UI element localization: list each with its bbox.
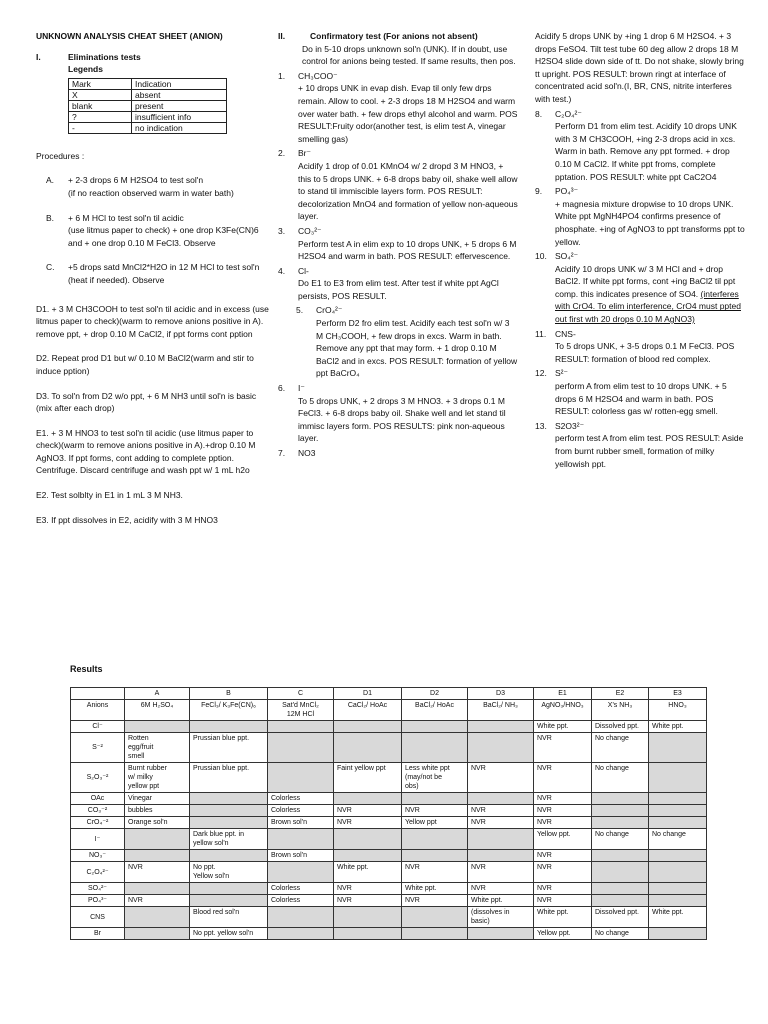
confirmatory-text <box>298 147 518 223</box>
procedure-paragraph: E2. Test solblty in E1 in 1 mL 3 M NH3. <box>36 490 183 501</box>
result-cell: Burnt rubber w/ milky yellow ppt <box>125 763 190 793</box>
confirmatory-text <box>555 420 745 470</box>
anion-cell: S⁻² <box>71 733 125 763</box>
confirmatory-intro: Do in 5-10 drops unknown sol'n (UNK). If in doubt, use control for anions being tested. If same results, then pos. <box>302 43 516 67</box>
column-letter: D3 <box>468 688 534 700</box>
result-cell: NVR <box>468 805 534 817</box>
column-letter: D2 <box>402 688 468 700</box>
confirmatory-item <box>278 265 518 303</box>
result-cell <box>125 907 190 928</box>
result-cell <box>649 850 707 862</box>
confirmatory-key: 13. <box>535 420 547 431</box>
confirmatory-item <box>535 185 745 248</box>
test-description: + 10 drops UNK in evap dish. Evap til only few drps remain. Allow to cool. + 2-3 drops 18 M H2SO4 and warm over water bath. + few drops ethyl alcohol and warm. POS RESULT:Fruity odor(another test, is elim test A, vinegar smelling gas) <box>298 83 518 144</box>
result-cell <box>190 721 268 733</box>
procedure-key: B. <box>46 212 55 223</box>
result-cell: Rotten egg/fruit smell <box>125 733 190 763</box>
reagent-header: HNO₃ <box>649 700 707 721</box>
section-title: Eliminations tests <box>68 51 141 62</box>
results-row <box>71 907 707 928</box>
column-letter: E2 <box>592 688 649 700</box>
result-cell <box>334 793 402 805</box>
procedure-paragraph: D1. + 3 M CH3COOH to test sol'n til acidic and in excess (use litmus paper to check)(warm to remove anions positive in A). remove ppt, + drop 0.10 M CaCl2, if ppt forms cont pption <box>36 303 269 339</box>
anion-symbol: CrO₄²⁻ <box>316 305 343 316</box>
procedure-text: +5 drops satd MnCl2*H2O in 12 M HCl to test sol'n (heat if needed). Observe <box>68 262 260 285</box>
page-title: UNKNOWN ANALYSIS CHEAT SHEET (ANION) <box>36 31 223 41</box>
anion-cell: CO₃⁻² <box>71 805 125 817</box>
result-cell <box>268 721 334 733</box>
result-cell: Prussian blue ppt. <box>190 733 268 763</box>
result-cell <box>190 883 268 895</box>
anion-symbol: Cl- <box>298 265 309 276</box>
result-cell: NVR <box>534 850 592 862</box>
result-cell: Prussian blue ppt. <box>190 763 268 793</box>
result-cell <box>334 721 402 733</box>
column-letter: C <box>268 688 334 700</box>
confirmatory-text <box>298 382 518 445</box>
result-cell <box>268 829 334 850</box>
confirmatory-text <box>316 304 518 380</box>
confirmatory-item <box>278 225 518 263</box>
results-row <box>71 928 707 940</box>
legend-row <box>69 89 227 100</box>
results-row <box>71 805 707 817</box>
anion-symbol: S2O3²⁻ <box>555 420 585 431</box>
result-cell <box>268 763 334 793</box>
reagent-header: CaCl₂/ HoAc <box>334 700 402 721</box>
results-row <box>71 721 707 733</box>
result-cell <box>468 733 534 763</box>
result-cell: No change <box>592 928 649 940</box>
anion-symbol: CH₃COO⁻ <box>298 70 338 81</box>
anion-symbol: S²⁻ <box>555 368 568 379</box>
procedure-text: + 6 M HCl to test sol'n til acidic (use litmus paper to check) + one drop K3Fe(CN)6 and + one drop 0.10 M FeCl3. Observe <box>68 212 259 248</box>
result-cell: White ppt. <box>649 721 707 733</box>
result-cell <box>268 733 334 763</box>
confirmatory-text <box>555 185 745 248</box>
result-cell: bubbles <box>125 805 190 817</box>
confirmatory-key: 8. <box>535 108 543 119</box>
confirmatory-item <box>278 147 518 223</box>
procedure-item <box>36 174 274 199</box>
reagent-header: X's NH₃ <box>592 700 649 721</box>
result-cell <box>592 793 649 805</box>
column-letter: E3 <box>649 688 707 700</box>
result-cell <box>649 862 707 883</box>
result-cell: No change <box>592 763 649 793</box>
result-cell: NVR <box>534 733 592 763</box>
result-cell: NVR <box>125 862 190 883</box>
confirmatory-key: 7. <box>278 448 286 458</box>
legend-row <box>69 122 227 133</box>
procedure-item <box>36 261 274 286</box>
legend-mark: ? <box>69 111 132 122</box>
result-cell: Colorless <box>268 883 334 895</box>
result-cell: NVR <box>468 763 534 793</box>
result-cell: NVR <box>468 883 534 895</box>
result-cell <box>402 850 468 862</box>
legend-header-mark: Mark <box>69 78 132 89</box>
confirmatory-item <box>535 108 745 184</box>
confirmatory-key: 6. <box>278 383 286 394</box>
result-cell <box>125 829 190 850</box>
results-row <box>71 733 707 763</box>
test-description: Perform test A in elim exp to 10 drops UNK, + 5 drops 6 M H2SO4 and warm in bath. POS RESULT: effervescence. <box>298 238 517 262</box>
result-cell: (dissolves in basic) <box>468 907 534 928</box>
result-cell: No ppt. Yellow sol'n <box>190 862 268 883</box>
result-cell: NVR <box>402 862 468 883</box>
confirmatory-item <box>535 328 745 366</box>
column-letter: D1 <box>334 688 402 700</box>
section-numeral: I. <box>36 51 41 62</box>
result-cell <box>592 805 649 817</box>
result-cell <box>649 805 707 817</box>
results-row <box>71 763 707 793</box>
result-cell <box>402 733 468 763</box>
column-letter: B <box>190 688 268 700</box>
anion-symbol: CNS- <box>555 328 576 339</box>
section-numeral: II. <box>278 31 286 41</box>
anion-symbol: I⁻ <box>298 383 305 394</box>
result-cell <box>402 793 468 805</box>
result-cell <box>125 850 190 862</box>
confirmatory-list <box>278 70 518 460</box>
confirmatory-text <box>298 225 518 263</box>
result-cell <box>649 895 707 907</box>
results-reagent-row <box>71 700 707 721</box>
reagent-header: BaCl₂/ NH₃ <box>468 700 534 721</box>
result-cell: NVR <box>468 817 534 829</box>
procedure-text: + 2-3 drops 6 M H2SO4 to test sol'n (if no reaction observed warm in water bath) <box>68 175 234 198</box>
result-cell: No change <box>649 829 707 850</box>
result-cell <box>125 883 190 895</box>
anion-cell: NO₃⁻ <box>71 850 125 862</box>
anion-symbol: SO₄²⁻ <box>555 251 579 262</box>
confirmatory-text <box>555 367 745 417</box>
result-cell <box>334 928 402 940</box>
result-cell <box>468 829 534 850</box>
result-cell <box>468 850 534 862</box>
results-row <box>71 883 707 895</box>
result-cell: No change <box>592 733 649 763</box>
results-row <box>71 850 707 862</box>
result-cell <box>468 793 534 805</box>
test-description: To 5 drops UNK, + 3-5 drops 0.1 M FeCl3. POS RESULT: formation of blood red complex. <box>555 341 735 364</box>
confirmatory-list-continued <box>535 108 745 471</box>
result-cell <box>334 907 402 928</box>
result-cell: White ppt. <box>402 883 468 895</box>
result-cell: NVR <box>534 862 592 883</box>
anion-cell: CrO₄⁻² <box>71 817 125 829</box>
result-cell: Dissolved ppt. <box>592 721 649 733</box>
legend-mark: X <box>69 89 132 100</box>
test-description: Perform D1 from elim test. Acidify 10 drops UNK with 3 M CH3COOH, +ing 2-3 drops acid in xcs. Warm in bath. Remove any ppt formed. + drop 0.10 M CaCl2. If white ppt froms, complete pptation. POS RESULT: white ppt CaC2O4 <box>555 121 737 182</box>
result-cell: Orange sol'n <box>125 817 190 829</box>
confirmatory-key: 2. <box>278 148 286 159</box>
anion-symbol: Br⁻ <box>298 148 311 159</box>
reagent-header: Sat'd MnCl₂ 12M HCl <box>268 700 334 721</box>
anion-cell: Cl⁻ <box>71 721 125 733</box>
confirmatory-text <box>555 108 745 184</box>
procedure-item <box>36 212 274 250</box>
reagent-header: 6M H₂SO₄ <box>125 700 190 721</box>
result-cell <box>649 793 707 805</box>
test-description: perform A from elim test to 10 drops UNK. + 5 drops 6 M H2SO4 and warm in bath. POS RESULT: colorless gas w/ rotten-egg smell. <box>555 381 727 417</box>
result-cell <box>402 721 468 733</box>
result-cell <box>649 883 707 895</box>
procedure-paragraphs <box>36 303 274 527</box>
procedure-paragraph: E1. + 3 M HNO3 to test sol'n til acidic (use litmus paper to check)(warm to remove anions positive in A).+drop 0.10 M AgNO3. If ppt forms, cont adding to complete pption. Centrifuge. Discard centrifuge and wash ppt w/ 1 mL h2o <box>36 427 256 476</box>
result-cell <box>125 721 190 733</box>
anion-cell: S₂O₃⁻² <box>71 763 125 793</box>
confirmatory-key: 3. <box>278 225 286 236</box>
result-cell <box>125 928 190 940</box>
results-row <box>71 829 707 850</box>
result-cell: NVR <box>402 895 468 907</box>
result-cell: NVR <box>334 895 402 907</box>
legend-indication: present <box>132 100 227 111</box>
result-cell: NVR <box>334 817 402 829</box>
procedures-heading: Procedures : <box>36 150 85 161</box>
confirmatory-key: 4. <box>278 265 286 276</box>
confirmatory-key: 11. <box>535 328 547 339</box>
confirmatory-item <box>278 70 518 146</box>
result-cell <box>268 907 334 928</box>
confirmatory-item <box>535 367 745 417</box>
result-cell <box>592 817 649 829</box>
result-cell: NVR <box>334 883 402 895</box>
legend-mark: - <box>69 122 132 133</box>
result-cell: Yellow ppt. <box>534 928 592 940</box>
test-description: To 5 drops UNK, + 2 drops 3 M HNO3. + 3 drops 0.1 M FeCl3. + 6-8 drops baby oil. Shake well and let stand til immisc layers form. POS RESULTS: pink non-aqueous layer. <box>298 395 506 444</box>
column-letter: A <box>125 688 190 700</box>
result-cell: Blood red sol'n <box>190 907 268 928</box>
reagent-header: BaCl₂/ HoAc <box>402 700 468 721</box>
confirmatory-text <box>298 70 518 146</box>
results-corner-cell <box>71 688 125 700</box>
result-cell: White ppt. <box>534 721 592 733</box>
anion-symbol: NO3 <box>298 448 316 458</box>
confirmatory-item <box>535 420 745 470</box>
reagent-header: FeCl₃/ K₃Fe(CN)₆ <box>190 700 268 721</box>
anion-cell: I⁻ <box>71 829 125 850</box>
result-cell: Brown sol'n <box>268 850 334 862</box>
test-description: + magnesia mixture dropwise to 10 drops UNK. White ppt MgNH4PO4 confirms presence of phosphate. +ing of AgNO3 to ppt transforms ppt to yellow. <box>555 198 745 247</box>
result-cell: White ppt. <box>468 895 534 907</box>
legends-label: Legends <box>68 64 103 75</box>
result-cell <box>592 862 649 883</box>
anion-symbol: CO₃²⁻ <box>298 225 322 236</box>
anion-cell: C₂O₄²⁻ <box>71 862 125 883</box>
confirmatory-key: 10. <box>535 251 547 262</box>
results-row <box>71 817 707 829</box>
results-row <box>71 793 707 805</box>
result-cell <box>468 721 534 733</box>
anion-symbol: PO₄³⁻ <box>555 186 579 197</box>
results-row <box>71 862 707 883</box>
anions-header: Anions <box>71 700 125 721</box>
confirmatory-key: 12. <box>535 368 547 379</box>
left-column <box>36 30 274 538</box>
procedure-paragraph: D3. To sol'n from D2 w/o ppt, + 6 M NH3 until sol'n is basic (mix after each drop) <box>36 390 257 414</box>
result-cell <box>649 817 707 829</box>
result-cell: Colorless <box>268 793 334 805</box>
result-cell <box>190 793 268 805</box>
result-cell: NVR <box>334 805 402 817</box>
test-description: Do E1 to E3 from elim test. After test if white ppt AgCl persists, POS RESULT. <box>298 278 499 301</box>
result-cell <box>190 805 268 817</box>
result-cell <box>190 895 268 907</box>
legend-indication: absent <box>132 89 227 100</box>
result-cell: NVR <box>125 895 190 907</box>
result-cell: NVR <box>468 862 534 883</box>
legend-row <box>69 111 227 122</box>
section-confirmatory-heading <box>278 30 518 43</box>
result-cell: Dissolved ppt. <box>592 907 649 928</box>
test-description: perform test A from elim test. POS RESULT: Aside from burnt rubber smell, formation of milky yellowish ppt. <box>555 433 744 469</box>
result-cell <box>592 895 649 907</box>
result-cell: No change <box>592 829 649 850</box>
result-cell: NVR <box>534 763 592 793</box>
procedure-paragraph: D2. Repeat prod D1 but w/ 0.10 M BaCl2(warm and stir to induce pption) <box>36 353 254 376</box>
legend-row <box>69 100 227 111</box>
test-description: Perform D2 fro elim test. Acidify each test sol'n w/ 3 M CH₃COOH, + few drops in excs. Warm in bath. Remove any ppt that may form. + 1 drop 0.10 M BaCl2 and in excs. POS RESULT: formation of yellow ppt BaCrO₄ <box>316 318 518 379</box>
result-cell: Brown sol'n <box>268 817 334 829</box>
result-cell: White ppt. <box>649 907 707 928</box>
legend-header-row <box>69 78 227 89</box>
legend-mark: blank <box>69 100 132 111</box>
confirmatory-item <box>278 447 518 460</box>
anion-cell: CNS <box>71 907 125 928</box>
anion-cell: PO₄³⁻ <box>71 895 125 907</box>
legend-header-indication: Indication <box>132 78 227 89</box>
results-title: Results <box>70 664 103 674</box>
legend-indication: insufficient info <box>132 111 227 122</box>
results-letter-row <box>71 688 707 700</box>
result-cell: Vinegar <box>125 793 190 805</box>
result-cell <box>268 928 334 940</box>
confirmatory-text <box>555 328 745 366</box>
column-letter: E1 <box>534 688 592 700</box>
confirmatory-key: 1. <box>278 70 286 81</box>
result-cell: NVR <box>534 817 592 829</box>
test-description: Acidify 10 drops UNK w/ 3 M HCl and + drop BaCl2. If white ppt forms, cont +ing BaCl2 til ppt comp. this indicates presence of SO4. <box>555 263 736 299</box>
legend-table <box>68 78 227 134</box>
result-cell <box>468 928 534 940</box>
result-cell: Less white ppt (may/not be obs) <box>402 763 468 793</box>
anion-cell: OAc <box>71 793 125 805</box>
confirmatory-text <box>555 250 745 326</box>
result-cell <box>334 829 402 850</box>
result-cell <box>334 850 402 862</box>
result-cell <box>402 829 468 850</box>
result-cell <box>402 907 468 928</box>
result-cell <box>190 817 268 829</box>
result-cell: NVR <box>534 805 592 817</box>
section-elimination-heading <box>36 51 274 64</box>
confirmatory-item <box>278 382 518 445</box>
procedure-key: A. <box>46 175 55 186</box>
confirmatory-text <box>298 265 518 303</box>
result-cell <box>402 928 468 940</box>
confirmatory-item <box>535 250 745 326</box>
result-cell: Yellow ppt <box>402 817 468 829</box>
result-cell: Dark blue ppt. in yellow sol'n <box>190 829 268 850</box>
result-cell: White ppt. <box>534 907 592 928</box>
result-cell: Yellow ppt. <box>534 829 592 850</box>
result-cell: No ppt. yellow sol'n <box>190 928 268 940</box>
section-title: Confirmatory test (For anions not absent) <box>310 31 478 41</box>
procedure-paragraph: E3. If ppt dissolves in E2, acidify with 3 M HNO3 <box>36 514 218 525</box>
right-column <box>535 30 745 472</box>
anion-symbol: C₂O₄²⁻ <box>555 108 582 119</box>
no3-test-continued: Acidify 5 drops UNK by +ing 1 drop 6 M H2SO4. + 3 drops FeSO4. Tilt test tube 60 deg allow 2 drops 18 M H2SO4 slide down side of tt. Do not shake, slowly bring tt upright. POS RESULT: brown ringt at interface of concentrated acid sol'n.(I, BR, CNS, nitrite interferes with test.) <box>535 31 744 104</box>
procedure-key: C. <box>46 262 55 273</box>
result-cell <box>334 733 402 763</box>
result-cell <box>649 763 707 793</box>
result-cell <box>592 850 649 862</box>
interference-note: (interferes with CrO4. To elim interference, CrO4 must ppted out first wth 20 drops 0.10 M AgNO3) <box>555 288 741 325</box>
legend-indication: no indication <box>132 122 227 133</box>
result-cell <box>649 928 707 940</box>
result-cell: White ppt. <box>334 862 402 883</box>
result-cell: NVR <box>534 793 592 805</box>
middle-column <box>278 30 518 462</box>
result-cell: Colorless <box>268 805 334 817</box>
result-cell <box>649 733 707 763</box>
result-cell: NVR <box>402 805 468 817</box>
results-row <box>71 895 707 907</box>
result-cell <box>190 850 268 862</box>
anion-cell: SO₄²⁻ <box>71 883 125 895</box>
confirmatory-key: 5. <box>296 305 304 316</box>
confirmatory-key: 9. <box>535 186 543 197</box>
confirmatory-item <box>296 304 518 380</box>
result-cell: Faint yellow ppt <box>334 763 402 793</box>
test-description: Acidify 1 drop of 0.01 KMnO4 w/ 2 dropd 3 M HNO3, + this to 5 drops UNK. + 6-8 drops baby oil, shake well allow to stand til immiscible layers form. POS RESULT: decolorization MnO4 and formation of yellow non-aqueous layer. <box>298 160 518 222</box>
result-cell: NVR <box>534 883 592 895</box>
result-cell: Colorless <box>268 895 334 907</box>
results-table <box>70 687 707 940</box>
confirmatory-text <box>298 447 518 460</box>
anion-cell: Br <box>71 928 125 940</box>
procedure-list <box>36 174 274 286</box>
result-cell <box>592 883 649 895</box>
result-cell: NVR <box>534 895 592 907</box>
result-cell <box>268 862 334 883</box>
reagent-header: AgNO₃/HNO₃ <box>534 700 592 721</box>
